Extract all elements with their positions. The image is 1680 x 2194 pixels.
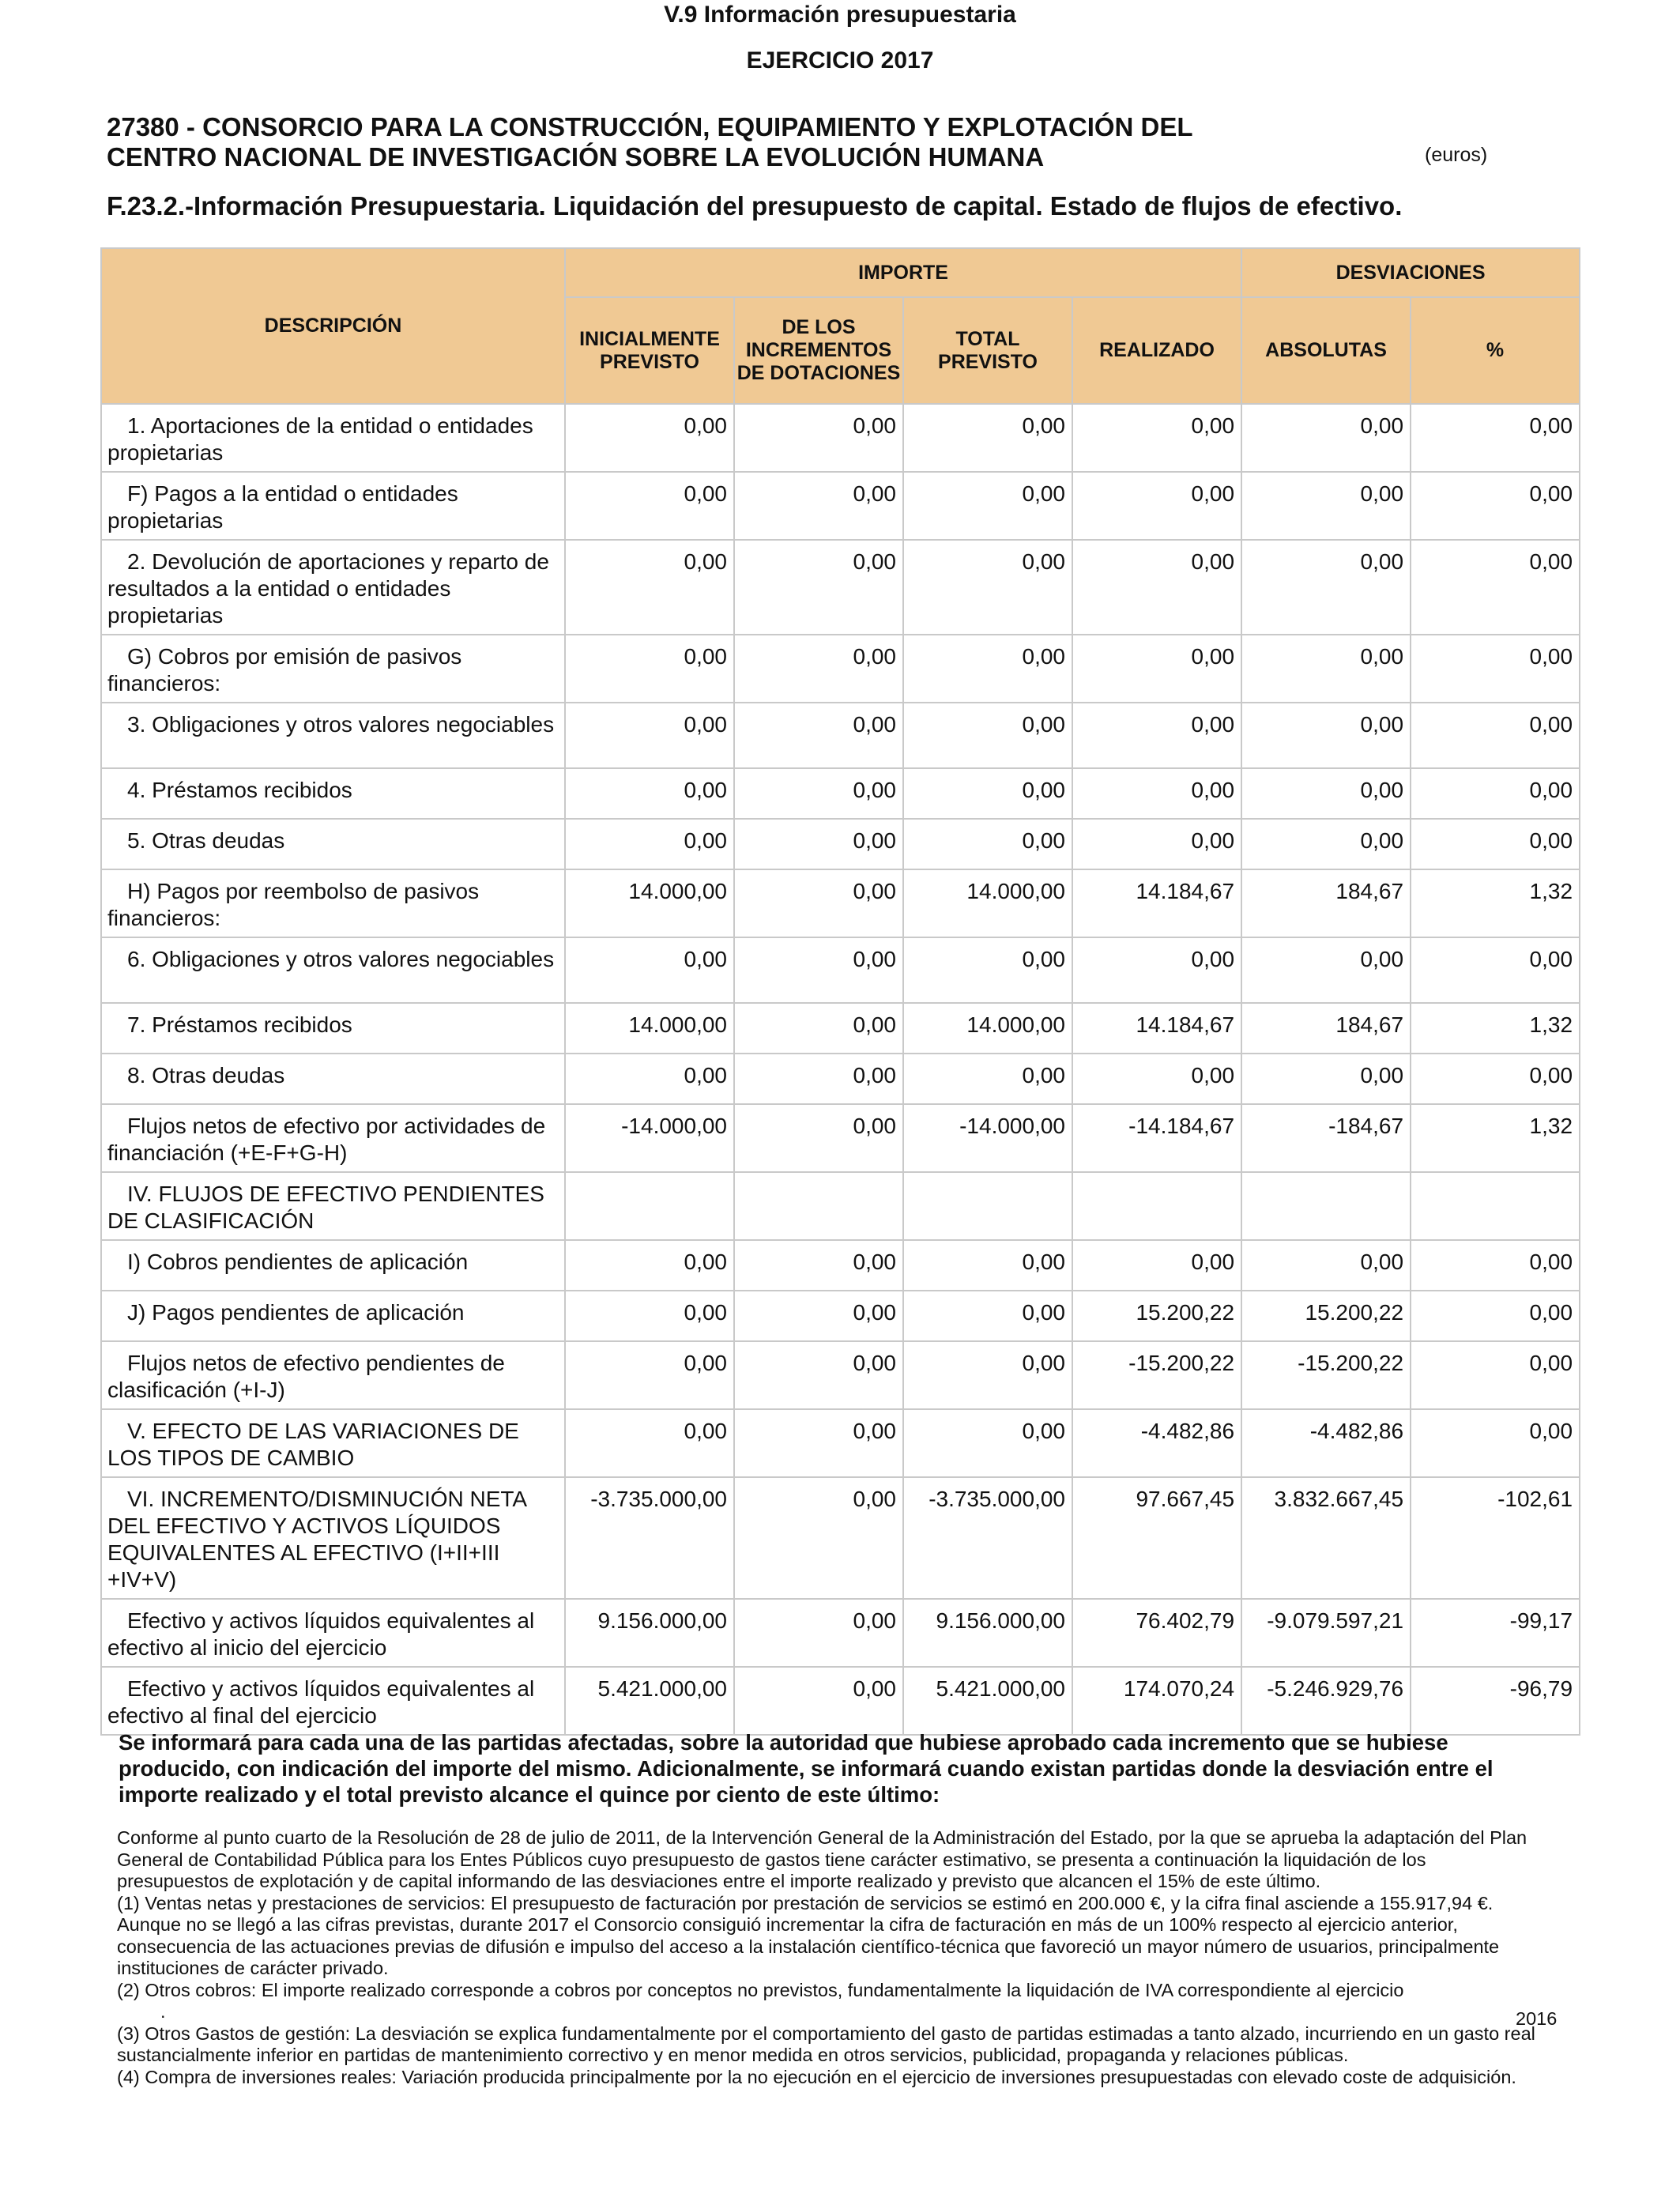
note-paragraph-intro: Conforme al punto cuarto de la Resolución de 28 de julio de 2011, de la Intervención General de la Administración del Estado, por la que se aprueba la adaptación del Plan General de Contabilidad Pública para los Entes Públicos cuyo presupuesto de gastos tiene carácter estimativo, se presenta a continuación la liquidación de los presupuestos de explotación y de capital informando de las desviaciones entre el importe realizado y previsto que alcancen el 15% de este último.: [117, 1827, 1527, 1891]
row-description: [101, 703, 565, 768]
cell-inicial: 0,00: [565, 1409, 734, 1477]
header-incrementos: DE LOS INCREMENTOS DE DOTACIONES: [734, 297, 903, 404]
cell-inicial: 0,00: [565, 540, 734, 635]
cell-incr: 0,00: [734, 1104, 903, 1172]
row-description-text: F) Pagos a la entidad o entidades propietarias: [107, 481, 458, 533]
cell-total: 0,00: [903, 1240, 1072, 1291]
row-description: [101, 1003, 565, 1054]
cell-inicial: 0,00: [565, 404, 734, 472]
row-description-text: 2. Devolución de aportaciones y reparto de resultados a la entidad o entidades propietarias: [107, 549, 549, 628]
cell-pct: 1,32: [1411, 869, 1580, 937]
cell-realizado: 0,00: [1072, 768, 1241, 819]
cell-incr: 0,00: [734, 1477, 903, 1599]
cell-realizado: 14.184,67: [1072, 1003, 1241, 1054]
cell-pct: 0,00: [1411, 635, 1580, 703]
cell-realizado: -14.184,67: [1072, 1104, 1241, 1172]
row-description: [101, 1104, 565, 1172]
row-description-text: 3. Obligaciones y otros valores negociables: [127, 712, 555, 737]
cell-inicial: 5.421.000,00: [565, 1667, 734, 1735]
table-row: [101, 1599, 1580, 1667]
cell-pct: [1411, 1172, 1580, 1240]
cell-pct: -99,17: [1411, 1599, 1580, 1667]
cell-total: 0,00: [903, 472, 1072, 540]
cell-pct: 0,00: [1411, 404, 1580, 472]
cell-incr: 0,00: [734, 1054, 903, 1104]
cell-total: 0,00: [903, 1054, 1072, 1104]
cell-abs: 0,00: [1241, 703, 1411, 768]
cell-total: -14.000,00: [903, 1104, 1072, 1172]
cell-realizado: 0,00: [1072, 1240, 1241, 1291]
row-description: [101, 819, 565, 869]
cell-realizado: 0,00: [1072, 1054, 1241, 1104]
cell-incr: 0,00: [734, 869, 903, 937]
cell-incr: 0,00: [734, 635, 903, 703]
cell-incr: 0,00: [734, 1599, 903, 1667]
note-year: 2016: [1516, 2008, 1558, 2029]
cell-pct: 0,00: [1411, 1240, 1580, 1291]
org-line-1: 27380 - CONSORCIO PARA LA CONSTRUCCIÓN, EQUIPAMIENTO Y EXPLOTACIÓN DEL: [107, 112, 1193, 141]
row-description-text: Efectivo y activos líquidos equivalentes al efectivo al inicio del ejercicio: [107, 1608, 535, 1660]
cell-pct: 0,00: [1411, 1409, 1580, 1477]
row-description: [101, 404, 565, 472]
header-descripcion: DESCRIPCIÓN: [101, 248, 565, 404]
table-row: [101, 1172, 1580, 1240]
cell-incr: 0,00: [734, 768, 903, 819]
cell-inicial: 0,00: [565, 768, 734, 819]
row-description-text: H) Pagos por reembolso de pasivos financieros:: [107, 879, 480, 930]
header-realizado: REALIZADO: [1072, 297, 1241, 404]
row-description: [101, 1291, 565, 1341]
cell-total: 0,00: [903, 635, 1072, 703]
table-row: [101, 540, 1580, 635]
row-description-text: 6. Obligaciones y otros valores negociables: [127, 947, 555, 971]
cell-realizado: 14.184,67: [1072, 869, 1241, 937]
cell-abs: 0,00: [1241, 635, 1411, 703]
row-description: [101, 768, 565, 819]
cell-realizado: 0,00: [1072, 937, 1241, 1003]
note-paragraph-3: (3) Otros Gastos de gestión: La desviación se explica fundamentalmente por el comportamiento del gasto de partidas estimadas a tanto alzado, incurriendo en un gasto real sustancialmente inferior en partidas de mantenimiento correctivo y en menor medida en otros servicios, publicidad, propaganda y relaciones públicas.: [117, 2022, 1535, 2065]
cell-total: 0,00: [903, 540, 1072, 635]
cell-inicial: 0,00: [565, 937, 734, 1003]
row-description-text: VI. INCREMENTO/DISMINUCIÓN NETA DEL EFECTIVO Y ACTIVOS LÍQUIDOS EQUIVALENTES AL EFECTIVO (I+II+III +IV+V): [107, 1487, 526, 1592]
cell-pct: 0,00: [1411, 1341, 1580, 1409]
row-description: [101, 1172, 565, 1240]
table-row: [101, 635, 1580, 703]
cell-incr: 0,00: [734, 703, 903, 768]
cell-total: 0,00: [903, 1341, 1072, 1409]
cell-pct: 0,00: [1411, 703, 1580, 768]
table-row: [101, 819, 1580, 869]
table-row: [101, 1104, 1580, 1172]
section-title: V.9 Información presupuestaria: [664, 2, 1016, 28]
row-description: [101, 540, 565, 635]
cell-realizado: -15.200,22: [1072, 1341, 1241, 1409]
cell-total: [903, 1172, 1072, 1240]
cell-abs: -15.200,22: [1241, 1341, 1411, 1409]
cell-realizado: 0,00: [1072, 703, 1241, 768]
row-description-text: G) Cobros por emisión de pasivos financieros:: [107, 644, 462, 696]
row-description-text: Flujos netos de efectivo pendientes de clasificación (+I-J): [107, 1351, 505, 1402]
cell-pct: 0,00: [1411, 937, 1580, 1003]
cell-pct: 1,32: [1411, 1003, 1580, 1054]
cell-incr: 0,00: [734, 937, 903, 1003]
notes-block: [117, 1827, 1539, 2088]
cell-total: -3.735.000,00: [903, 1477, 1072, 1599]
cell-inicial: 0,00: [565, 1341, 734, 1409]
cell-realizado: 0,00: [1072, 540, 1241, 635]
row-description-text: Efectivo y activos líquidos equivalentes al efectivo al final del ejercicio: [107, 1676, 535, 1728]
row-description: [101, 472, 565, 540]
cell-total: 5.421.000,00: [903, 1667, 1072, 1735]
cell-realizado: 174.070,24: [1072, 1667, 1241, 1735]
cell-total: 9.156.000,00: [903, 1599, 1072, 1667]
cell-inicial: 0,00: [565, 703, 734, 768]
cell-inicial: 0,00: [565, 635, 734, 703]
cell-abs: -4.482,86: [1241, 1409, 1411, 1477]
table-row: [101, 1341, 1580, 1409]
cell-incr: 0,00: [734, 540, 903, 635]
cell-total: 0,00: [903, 819, 1072, 869]
table-row: [101, 404, 1580, 472]
header-total-previsto: TOTAL PREVISTO: [903, 297, 1072, 404]
cell-abs: 0,00: [1241, 1240, 1411, 1291]
row-description: [101, 635, 565, 703]
row-description: [101, 1667, 565, 1735]
cell-abs: 184,67: [1241, 1003, 1411, 1054]
cell-realizado: 0,00: [1072, 472, 1241, 540]
cell-inicial: [565, 1172, 734, 1240]
header-inicialmente-previsto: INICIALMENTE PREVISTO: [565, 297, 734, 404]
cell-pct: 0,00: [1411, 768, 1580, 819]
cell-inicial: 0,00: [565, 1291, 734, 1341]
row-description-text: 1. Aportaciones de la entidad o entidades propietarias: [107, 413, 533, 465]
table-row: [101, 472, 1580, 540]
row-description-text: I) Cobros pendientes de aplicación: [127, 1250, 469, 1274]
cell-realizado: 0,00: [1072, 635, 1241, 703]
cell-inicial: 0,00: [565, 1240, 734, 1291]
cell-incr: 0,00: [734, 1341, 903, 1409]
cell-abs: -5.246.929,76: [1241, 1667, 1411, 1735]
cell-inicial: -3.735.000,00: [565, 1477, 734, 1599]
cell-realizado: -4.482,86: [1072, 1409, 1241, 1477]
cell-pct: 0,00: [1411, 819, 1580, 869]
cell-pct: -102,61: [1411, 1477, 1580, 1599]
cell-pct: 0,00: [1411, 540, 1580, 635]
cell-total: 0,00: [903, 404, 1072, 472]
cell-pct: 0,00: [1411, 1291, 1580, 1341]
row-description: [101, 1341, 565, 1409]
header-absolutas: ABSOLUTAS: [1241, 297, 1411, 404]
row-description: [101, 937, 565, 1003]
row-description-text: V. EFECTO DE LAS VARIACIONES DE LOS TIPOS DE CAMBIO: [107, 1419, 519, 1470]
cell-abs: 184,67: [1241, 869, 1411, 937]
cell-inicial: 14.000,00: [565, 1003, 734, 1054]
cell-inicial: 0,00: [565, 819, 734, 869]
form-title: F.23.2.-Información Presupuestaria. Liquidación del presupuesto de capital. Estado de flujos de efectivo.: [107, 191, 1403, 221]
units-label: (euros): [1425, 144, 1488, 166]
table-row: [101, 1003, 1580, 1054]
bold-note: Se informará para cada una de las partidas afectadas, sobre la autoridad que hubiese aprobado cada incremento que se hubiese producido, con indicación del importe del mismo. Adicionalmente, se informará cuando existan partidas donde la desviación entre el importe realizado y el total previsto alcance el quince por ciento de este último:: [119, 1730, 1494, 1807]
organization-name: [107, 112, 1193, 172]
cell-inicial: 0,00: [565, 472, 734, 540]
row-description-text: 4. Préstamos recibidos: [127, 778, 352, 802]
cell-realizado: 15.200,22: [1072, 1291, 1241, 1341]
cell-incr: 0,00: [734, 1240, 903, 1291]
cell-abs: -184,67: [1241, 1104, 1411, 1172]
cell-pct: -96,79: [1411, 1667, 1580, 1735]
row-description-text: 7. Préstamos recibidos: [127, 1012, 352, 1037]
table-row: [101, 869, 1580, 937]
ejercicio-title: EJERCICIO 2017: [746, 47, 934, 74]
table-row: [101, 937, 1580, 1003]
cell-incr: 0,00: [734, 819, 903, 869]
row-description-text: 5. Otras deudas: [127, 828, 285, 853]
cell-abs: [1241, 1172, 1411, 1240]
cell-incr: [734, 1172, 903, 1240]
cell-total: 0,00: [903, 1409, 1072, 1477]
cell-total: 0,00: [903, 703, 1072, 768]
row-description: [101, 1054, 565, 1104]
cell-realizado: 0,00: [1072, 404, 1241, 472]
table-row: [101, 1291, 1580, 1341]
cell-total: 0,00: [903, 1291, 1072, 1341]
table-row: [101, 1477, 1580, 1599]
cell-incr: 0,00: [734, 1409, 903, 1477]
table-row: [101, 1667, 1580, 1735]
row-description-text: 8. Otras deudas: [127, 1063, 285, 1088]
row-description: [101, 1477, 565, 1599]
cell-incr: 0,00: [734, 1667, 903, 1735]
cell-abs: 15.200,22: [1241, 1291, 1411, 1341]
header-desviaciones: DESVIACIONES: [1241, 248, 1580, 297]
cash-flow-table: [100, 247, 1580, 1736]
table-row: [101, 1240, 1580, 1291]
header-percent: %: [1411, 297, 1580, 404]
cell-total: 0,00: [903, 768, 1072, 819]
row-description-text: Flujos netos de efectivo por actividades de financiación (+E-F+G-H): [107, 1114, 546, 1165]
cell-abs: 0,00: [1241, 404, 1411, 472]
header-importe: IMPORTE: [565, 248, 1241, 297]
cell-pct: 1,32: [1411, 1104, 1580, 1172]
note-paragraph-4: (4) Compra de inversiones reales: Variación producida principalmente por la no ejecución en el ejercicio de inversiones presupuestadas con elevado coste de adquisición.: [117, 2066, 1516, 2087]
table-row: [101, 703, 1580, 768]
cell-abs: -9.079.597,21: [1241, 1599, 1411, 1667]
table-row: [101, 768, 1580, 819]
cell-incr: 0,00: [734, 472, 903, 540]
cell-inicial: 9.156.000,00: [565, 1599, 734, 1667]
cell-abs: 0,00: [1241, 540, 1411, 635]
cell-realizado: 76.402,79: [1072, 1599, 1241, 1667]
row-description-text: IV. FLUJOS DE EFECTIVO PENDIENTES DE CLASIFICACIÓN: [107, 1182, 544, 1233]
cell-total: 14.000,00: [903, 1003, 1072, 1054]
cell-pct: 0,00: [1411, 472, 1580, 540]
org-line-2: CENTRO NACIONAL DE INVESTIGACIÓN SOBRE LA EVOLUCIÓN HUMANA: [107, 142, 1045, 172]
cell-abs: 3.832.667,45: [1241, 1477, 1411, 1599]
cell-total: 14.000,00: [903, 869, 1072, 937]
row-description: [101, 1240, 565, 1291]
cell-abs: 0,00: [1241, 472, 1411, 540]
row-description: [101, 1599, 565, 1667]
cell-total: 0,00: [903, 937, 1072, 1003]
cell-inicial: 0,00: [565, 1054, 734, 1104]
note-paragraph-2: (2) Otros cobros: El importe realizado corresponde a cobros por conceptos no previstos, fundamentalmente la liquidación de IVA correspondiente al ejercicio: [117, 1979, 1404, 2000]
cell-realizado: [1072, 1172, 1241, 1240]
cell-inicial: 14.000,00: [565, 869, 734, 937]
cell-abs: 0,00: [1241, 1054, 1411, 1104]
row-description-text: J) Pagos pendientes de aplicación: [127, 1300, 465, 1325]
cell-inicial: -14.000,00: [565, 1104, 734, 1172]
row-description: [101, 869, 565, 937]
cell-pct: 0,00: [1411, 1054, 1580, 1104]
cell-realizado: 0,00: [1072, 819, 1241, 869]
cell-abs: 0,00: [1241, 937, 1411, 1003]
cell-incr: 0,00: [734, 1291, 903, 1341]
cell-abs: 0,00: [1241, 819, 1411, 869]
note-paragraph-1: (1) Ventas netas y prestaciones de servicios: El presupuesto de facturación por prestación de servicios se estimó en 200.000 €, y la cifra final asciende a 155.917,94 €. Aunque no se llegó a las cifras previstas, durante 2017 el Consorcio consiguió incrementar la cifra de facturación en más de un 100% respecto al ejercicio anterior, consecuencia de las actuaciones previas de difusión e impulso del acceso a la instalación científico-técnica que favoreció un mayor número de usuarios, principalmente instituciones de carácter privado.: [117, 1892, 1500, 1978]
note-paragraph-2-tail: .: [160, 2001, 166, 2022]
cell-incr: 0,00: [734, 1003, 903, 1054]
table-row: [101, 1054, 1580, 1104]
cell-realizado: 97.667,45: [1072, 1477, 1241, 1599]
row-description: [101, 1409, 565, 1477]
table-row: [101, 1409, 1580, 1477]
cell-abs: 0,00: [1241, 768, 1411, 819]
cell-incr: 0,00: [734, 404, 903, 472]
